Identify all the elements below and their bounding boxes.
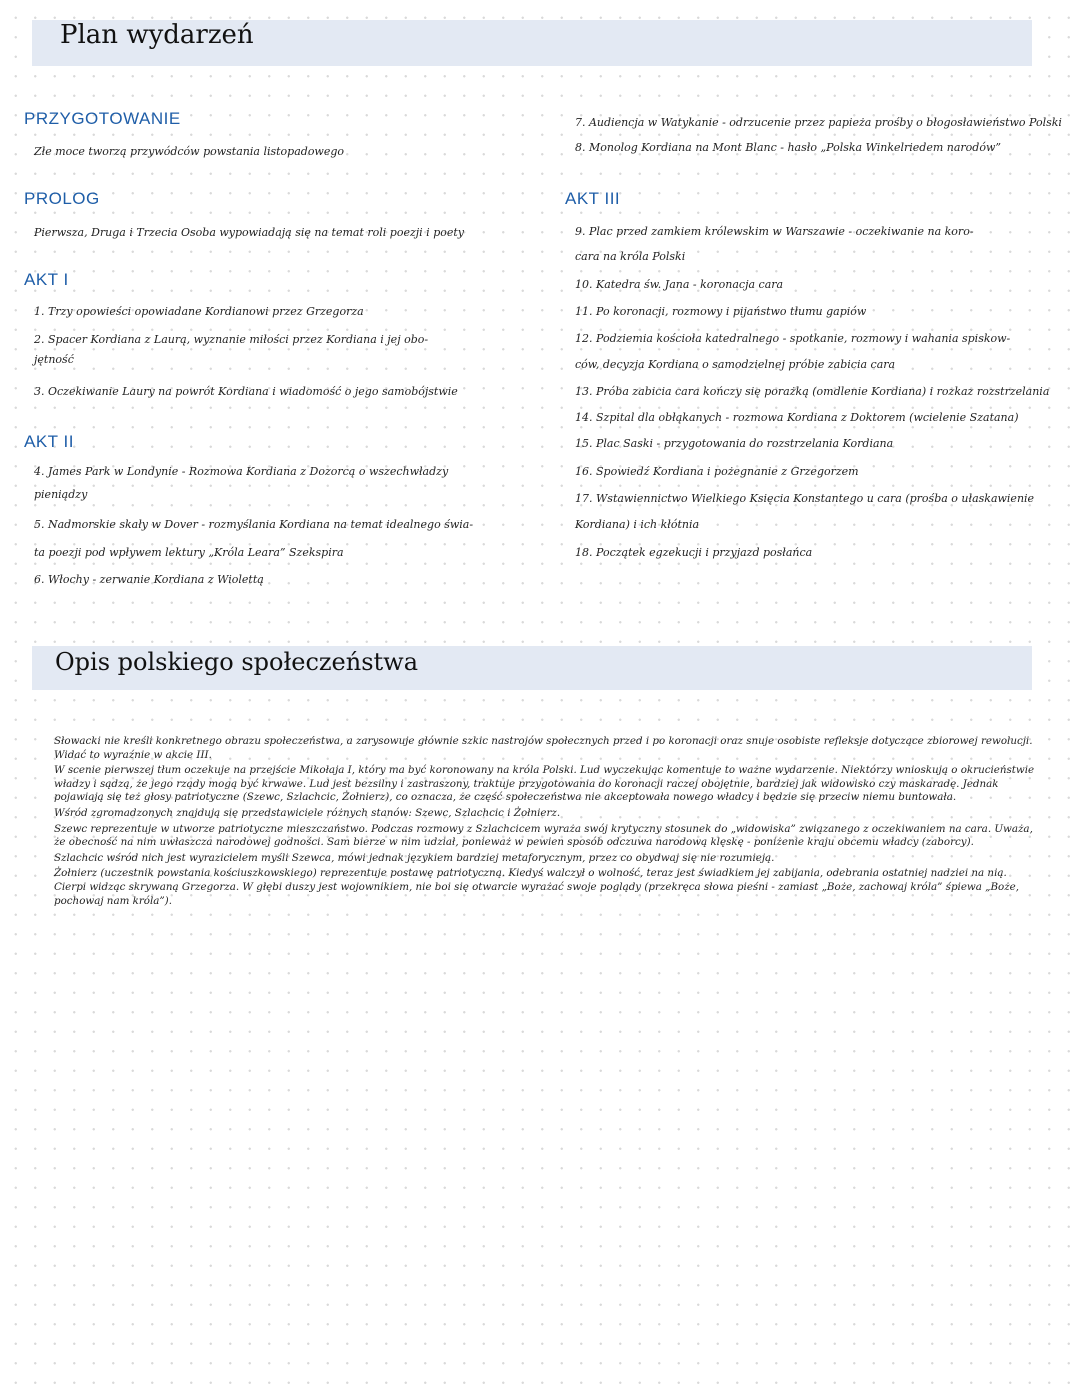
opis-paragraph: Wśród zgromadzonych znajdują się przedstawiciele różnych stanów: Szewc, Szlachcic i Żołnierz. bbox=[54, 806, 561, 819]
plan-line: 7. Audiencja w Watykanie - odrzucenie przez papieża prośby o błogosławieństwo Polski bbox=[575, 116, 1062, 129]
plan-line: jętność bbox=[34, 353, 74, 366]
section-heading-akt-1: AKT I bbox=[24, 270, 69, 289]
plan-line: 14. Szpital dla obłąkanych - rozmowa Kordiana z Doktorem (wcielenie Szatana) bbox=[575, 411, 1019, 424]
opis-paragraph: Szlachcic wśród nich jest wyrazicielem myśli Szewca, mówi jednak językiem bardziej metaforycznym, przez co obydwaj się nie rozumieją. bbox=[54, 851, 775, 864]
plan-line: Złe moce tworzą przywódców powstania listopadowego bbox=[34, 145, 345, 158]
plan-line: 5. Nadmorskie skały w Dover - rozmyślania Kordiana na temat idealnego świa- bbox=[34, 518, 474, 531]
section-heading-akt-3: AKT III bbox=[565, 189, 621, 208]
plan-line: 2. Spacer Kordiana z Laurą, wyznanie miłości przez Kordiana i jej obo- bbox=[34, 333, 429, 346]
plan-line: ta poezji pod wpływem lektury „Króla Leara” Szekspira bbox=[34, 546, 344, 559]
plan-line: ców, decyzja Kordiana o samodzielnej próbie zabicia cara bbox=[575, 358, 896, 371]
plan-title-text: Plan wydarzeń bbox=[60, 20, 254, 50]
opis-paragraph: W scenie pierwszej tłum oczekuje na przejście Mikołaja I, który ma być koronowany na króla Polski. Lud wyczekując komentuje to ważne wydarzenie. Niektórzy wnioskują o okrucieństwie władzy i sądzą, że jego rządy mogą być krwawe. Lud jest bezsilny i zastraszony, traktuje przygotowania do koronacji raczej obojętnie, bardziej jak widowisko czy maskaradę. Jednak pojawiają się też głosy patriotyczne (Szewc, Szlachcic, Żołnierz), co oznacza, że część społeczeństwa nie akceptowała nowego władcy i będzie się przeciw niemu buntowała. bbox=[54, 764, 1035, 804]
opis-paragraph: Żołnierz (uczestnik powstania kościuszkowskiego) reprezentuje postawę patriotyczną. Kiedyś walczył o wolność, teraz jest świadkiem jej zabijania, odebrania ostatniej nadziei na nią. Cierpi widząc skrywaną Grzegorza. W głębi duszy jest wojownikiem, nie boi się otwarcie wyrażać swoje poglądy (przekręca słowa pieśni - zamiast „Boże, zachowaj króla” śpiewa „Boże, pochowaj nam króla”). bbox=[54, 867, 1020, 907]
plan-line: 17. Wstawiennictwo Wielkiego Księcia Konstantego u cara (prośba o ułaskawienie bbox=[575, 492, 1035, 505]
plan-line: 1. Trzy opowieści opowiadane Kordianowi przez Grzegorza bbox=[34, 305, 364, 318]
opis-title-text: Opis polskiego społeczeństwa bbox=[55, 648, 418, 676]
section-heading-akt-2: AKT II bbox=[24, 432, 74, 451]
section-heading-prolog: PROLOG bbox=[24, 189, 100, 208]
plan-line: 12. Podziemia kościoła katedralnego - spotkanie, rozmowy i wahania spiskow- bbox=[575, 332, 1011, 345]
plan-line: 11. Po koronacji, rozmowy i pijaństwo tłumu gapiów bbox=[575, 305, 867, 318]
opis-title bbox=[55, 648, 418, 676]
plan-line: 10. Katedra św. Jana - koronacja cara bbox=[575, 278, 784, 291]
plan-line: 3. Oczekiwanie Laury na powrót Kordiana i wiadomość o jego samobójstwie bbox=[34, 385, 458, 398]
plan-line: Kordiana) i ich kłótnia bbox=[575, 518, 700, 531]
section-heading-przygotowanie: PRZYGOTOWANIE bbox=[24, 109, 181, 128]
plan-title bbox=[60, 20, 254, 50]
plan-line: 16. Spowiedź Kordiana i pożegnanie z Grzegorzem bbox=[575, 465, 859, 478]
plan-line: 15. Plac Saski - przygotowania do rozstrzelania Kordiana bbox=[575, 437, 894, 450]
opis-paragraph: Szewc reprezentuje w utworze patriotyczne mieszczaństwo. Podczas rozmowy z Szlachcicem wyraża swój krytyczny stosunek do „widowiska” związanego z oczekiwaniem na cara. Uważa, że obecność na nim uwłaszcza narodowej godności. Sam bierze w nim udział, ponieważ w pewien sposób odczuwa narodową klęskę - poniżenie kraju obcemu władcy (zaborcy). bbox=[54, 822, 1033, 849]
plan-line: 18. Początek egzekucji i przyjazd posłańca bbox=[575, 546, 813, 559]
plan-line: 9. Plac przed zamkiem królewskim w Warszawie - oczekiwanie na koro- bbox=[575, 225, 974, 238]
opis-body bbox=[54, 735, 1039, 910]
plan-line: pieniądzy bbox=[34, 488, 88, 501]
plan-line: cara na króla Polski bbox=[575, 250, 686, 263]
opis-paragraph: Słowacki nie kreśli konkretnego obrazu społeczeństwa, a zarysowuje głównie szkic nastrojów społecznych przed i po koronacji oraz snuje osobiste refleksje dotyczące zbiorowej rewolucji. Widać to wyraźnie w akcie III. bbox=[54, 735, 1033, 761]
plan-line: Pierwsza, Druga i Trzecia Osoba wypowiadają się na temat roli poezji i poety bbox=[34, 226, 465, 239]
plan-line: 8. Monolog Kordiana na Mont Blanc - hasło „Polska Winkelriedem narodów” bbox=[575, 141, 1001, 154]
plan-line: 6. Włochy - zerwanie Kordiana z Wiolettą bbox=[34, 573, 264, 586]
plan-line: 4. James Park w Londynie - Rozmowa Kordiana z Dozorcą o wszechwładzy bbox=[34, 465, 449, 478]
plan-line: 13. Próba zabicia cara kończy się porażką (omdlenie Kordiana) i rozkaz rozstrzelania bbox=[575, 385, 1050, 398]
